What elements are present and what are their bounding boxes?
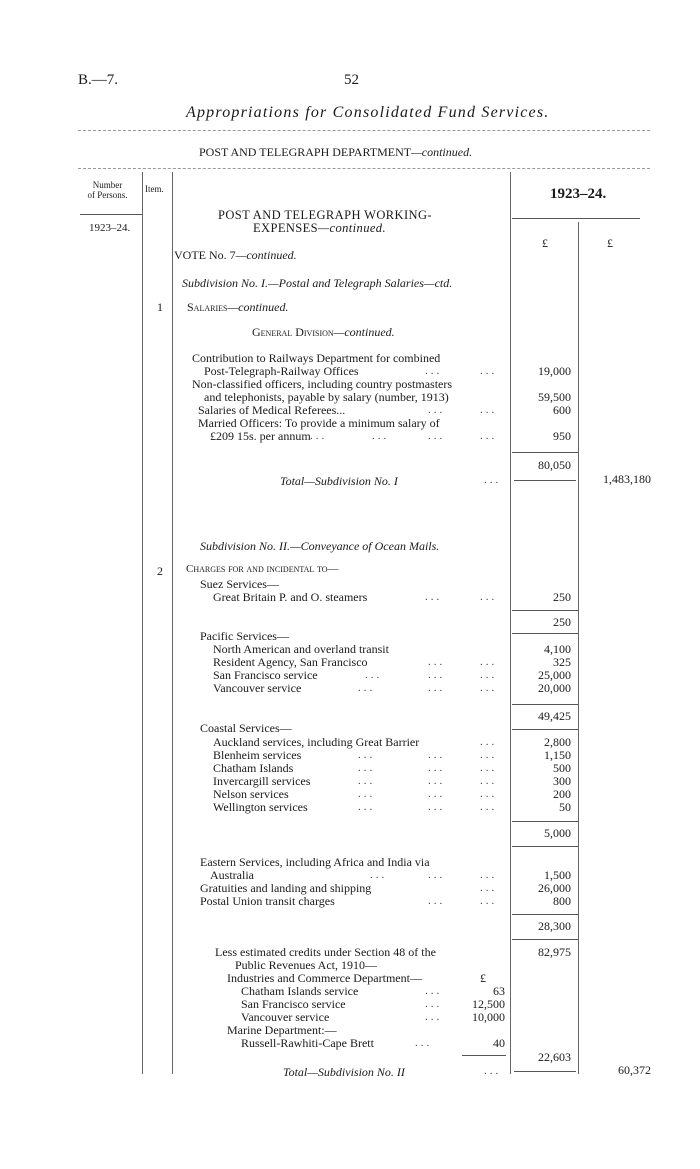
leader-dots: ...: [358, 749, 376, 761]
leader-dots: ...: [358, 682, 376, 694]
amount: 2,800: [544, 735, 571, 749]
line-text: Nelson services: [213, 787, 289, 801]
title-rule: [78, 130, 650, 131]
line-text: Contribution to Railways Department for combined: [192, 351, 441, 365]
line-text: Less estimated credits under Section 48 of the: [215, 945, 436, 959]
line-text: Chatham Islands: [213, 761, 294, 775]
division-heading: [252, 325, 395, 340]
pound-col2: £: [607, 236, 613, 250]
pacific-heading: Pacific Services—: [200, 629, 289, 643]
department-heading: [199, 145, 472, 160]
leader-dots: ...: [428, 656, 446, 668]
leader-dots: ...: [425, 365, 443, 377]
subdivision-2-total: 60,372: [618, 1063, 651, 1077]
line-text: Salaries of Medical Referees...: [198, 403, 346, 417]
leader-dots: ...: [425, 591, 443, 603]
leader-dots: ...: [425, 985, 443, 997]
suez-item: Great Britain P. and O. steamers: [213, 590, 368, 604]
division-label: General Division: [252, 325, 334, 339]
amount: 19,000: [538, 364, 571, 378]
line-text: Auckland services, including Great Barrier: [213, 735, 420, 749]
amount: 600: [553, 403, 571, 417]
item-number-2: 2: [157, 564, 163, 578]
leader-dots: ...: [480, 736, 498, 748]
subtotal-rule: [512, 939, 578, 940]
subtotal-rule: [512, 633, 578, 634]
persons-header-rule: [80, 214, 142, 215]
page-number: 52: [344, 72, 359, 88]
gross-total: 82,975: [538, 945, 571, 959]
leader-dots: ...: [428, 895, 446, 907]
leader-dots: ...: [428, 775, 446, 787]
persons-header-line1: Number: [92, 180, 123, 190]
subtotal-rule: [512, 846, 578, 847]
total-rule: [514, 480, 576, 481]
heading-rule: [78, 168, 650, 169]
amount: 250: [553, 590, 571, 604]
line-text: Russell-Rawhiti-Cape Brett: [241, 1036, 374, 1050]
leader-dots: ...: [480, 682, 498, 694]
leader-dots: ...: [480, 749, 498, 761]
subtotal-rule: [512, 821, 578, 822]
subtotal-rule: [512, 610, 578, 611]
credits-pound: £: [480, 971, 486, 985]
credit-amount: 10,000: [472, 1010, 505, 1024]
line-text: San Francisco service: [241, 997, 346, 1011]
page-title: Appropriations for Consolidated Fund Services.: [186, 104, 550, 121]
persons-header-line2: of Persons.: [87, 190, 128, 200]
line-text: Married Officers: To provide a minimum salary of: [198, 416, 440, 430]
leader-dots: ...: [358, 801, 376, 813]
line-text: Non-classified officers, including country postmasters: [192, 377, 453, 391]
subtotal-rule: [512, 729, 578, 730]
leader-dots: ...: [425, 1011, 443, 1023]
leader-dots: ...: [480, 775, 498, 787]
coastal-heading: Coastal Services—: [200, 721, 292, 735]
leader-dots: ...: [484, 474, 502, 486]
vote-line: [174, 248, 297, 263]
leader-dots: ...: [358, 788, 376, 800]
subdivision-1-title: Subdivision No. I.—Postal and Telegraph Salaries—ctd.: [182, 276, 453, 290]
subtotal-rule: [512, 452, 578, 453]
leader-dots: ...: [372, 430, 390, 442]
leader-dots: ...: [480, 591, 498, 603]
line-text: Post-Telegraph-Railway Offices: [204, 364, 359, 378]
line-text: San Francisco service: [213, 668, 318, 682]
leader-dots: ...: [480, 365, 498, 377]
leader-dots: ...: [428, 430, 446, 442]
amount: 300: [553, 774, 571, 788]
leader-dots: ...: [358, 775, 376, 787]
other-services: [200, 856, 430, 908]
persons-year: 1923–24.: [89, 222, 131, 234]
leader-dots: ...: [365, 669, 383, 681]
section-heading-text: EXPENSES: [253, 221, 319, 235]
line-text: North American and overland transit: [213, 642, 389, 656]
subtotal-rule: [512, 914, 578, 915]
subdivision-1-total: 1,483,180: [603, 472, 651, 486]
pound-col1: £: [542, 236, 548, 250]
leader-dots: ...: [480, 669, 498, 681]
amount: 800: [553, 894, 571, 908]
leader-dots: ...: [484, 1065, 502, 1077]
subdivision-2-title: Subdivision No. II.—Conveyance of Ocean Mails.: [200, 539, 440, 553]
subtotal-amount: 49,425: [538, 709, 571, 723]
year-header: 1923–24.: [550, 186, 607, 202]
section-heading-continued: —continued.: [318, 221, 386, 235]
less-credits: [215, 946, 436, 1050]
leader-dots: ...: [480, 762, 498, 774]
leader-dots: ...: [428, 762, 446, 774]
section-heading-line1: POST AND TELEGRAPH WORKING-: [218, 208, 432, 222]
amount: 50: [559, 800, 571, 814]
charges-heading: Charges for and incidental to—: [186, 563, 339, 575]
amount: 26,000: [538, 881, 571, 895]
line-text: Blenheim services: [213, 748, 302, 762]
leader-dots: ...: [480, 404, 498, 416]
line-text: and telephonists, payable by salary (number, 1913): [204, 390, 449, 404]
line-text: Invercargill services: [213, 774, 311, 788]
line-text: Marine Department:—: [227, 1023, 337, 1037]
amount: 59,500: [538, 390, 571, 404]
amount: 25,000: [538, 668, 571, 682]
amount: 1,150: [544, 748, 571, 762]
line-text: Wellington services: [213, 800, 308, 814]
line-text: £209 15s. per annum: [210, 429, 311, 443]
page-ref: B.—7.: [78, 72, 119, 88]
subdivision-2-total-label: Total—Subdivision No. II: [283, 1065, 405, 1079]
leader-dots: ...: [428, 788, 446, 800]
subtotal-amount: 5,000: [544, 826, 571, 840]
rule-col1-col2: [578, 222, 579, 1074]
line-text: Vancouver service: [213, 681, 302, 695]
amount: 4,100: [544, 642, 571, 656]
leader-dots: ...: [480, 656, 498, 668]
division-continued: —continued.: [333, 325, 395, 339]
rule-text-col1: [510, 172, 511, 1074]
credit-rule: [462, 1055, 506, 1056]
coastal-items: [213, 736, 419, 814]
credit-amount: 40: [493, 1036, 505, 1050]
leader-dots: ...: [428, 801, 446, 813]
line-text: Eastern Services, including Africa and India via: [200, 855, 430, 869]
leader-dots: ...: [415, 1037, 433, 1049]
salaries-label: Salaries: [187, 300, 228, 314]
leader-dots: ...: [480, 801, 498, 813]
credit-amount: 63: [493, 984, 505, 998]
line-text: Public Revenues Act, 1910—: [235, 958, 377, 972]
leader-dots: ...: [310, 430, 328, 442]
line-text: Industries and Commerce Department—: [227, 971, 422, 985]
line-text: Gratuities and landing and shipping: [200, 881, 372, 895]
rule-item-text: [172, 172, 173, 1074]
total-rule: [514, 1071, 576, 1072]
item-number-1: 1: [157, 300, 163, 314]
persons-header: [80, 180, 135, 200]
item-header: Item.: [145, 184, 164, 194]
credit-amount: 12,500: [472, 997, 505, 1011]
suez-heading: Suez Services—: [200, 577, 279, 591]
leader-dots: ...: [480, 895, 498, 907]
line-text: Australia: [210, 868, 254, 882]
amount: 20,000: [538, 681, 571, 695]
subtotal-rule: [512, 704, 578, 705]
salaries-heading: [187, 300, 288, 315]
line-text: Resident Agency, San Francisco: [213, 655, 368, 669]
line-text: Vancouver service: [241, 1010, 330, 1024]
leader-dots: ...: [428, 669, 446, 681]
leader-dots: ...: [428, 869, 446, 881]
leader-dots: ...: [480, 882, 498, 894]
subtotal-amount: 80,050: [538, 458, 571, 472]
leader-dots: ...: [428, 749, 446, 761]
vote-continued: —continued.: [235, 248, 297, 262]
rule-persons-item: [142, 172, 143, 1074]
amount: 500: [553, 761, 571, 775]
line-text: Postal Union transit charges: [200, 894, 335, 908]
leader-dots: ...: [425, 998, 443, 1010]
year-header-rule: [512, 218, 640, 219]
department-continued: —continued.: [411, 145, 473, 159]
leader-dots: ...: [358, 762, 376, 774]
leader-dots: ...: [480, 430, 498, 442]
subtotal-amount: 28,300: [538, 919, 571, 933]
salaries-continued: —continued.: [227, 300, 289, 314]
amount: 1,500: [544, 868, 571, 882]
vote-number: VOTE No. 7: [174, 248, 236, 262]
subtotal-amount: 250: [553, 615, 571, 629]
credit-total: 22,603: [538, 1050, 571, 1064]
leader-dots: ...: [370, 869, 388, 881]
amount: 950: [553, 429, 571, 443]
amount: 200: [553, 787, 571, 801]
leader-dots: ...: [428, 682, 446, 694]
leader-dots: ...: [428, 404, 446, 416]
leader-dots: ...: [480, 788, 498, 800]
subdivision-1-total-label: Total—Subdivision No. I: [280, 474, 398, 488]
leader-dots: ...: [480, 869, 498, 881]
line-text: Chatham Islands service: [241, 984, 359, 998]
amount: 325: [553, 655, 571, 669]
department-name: POST AND TELEGRAPH DEPARTMENT: [199, 145, 412, 159]
section-heading-line2: [253, 221, 386, 236]
